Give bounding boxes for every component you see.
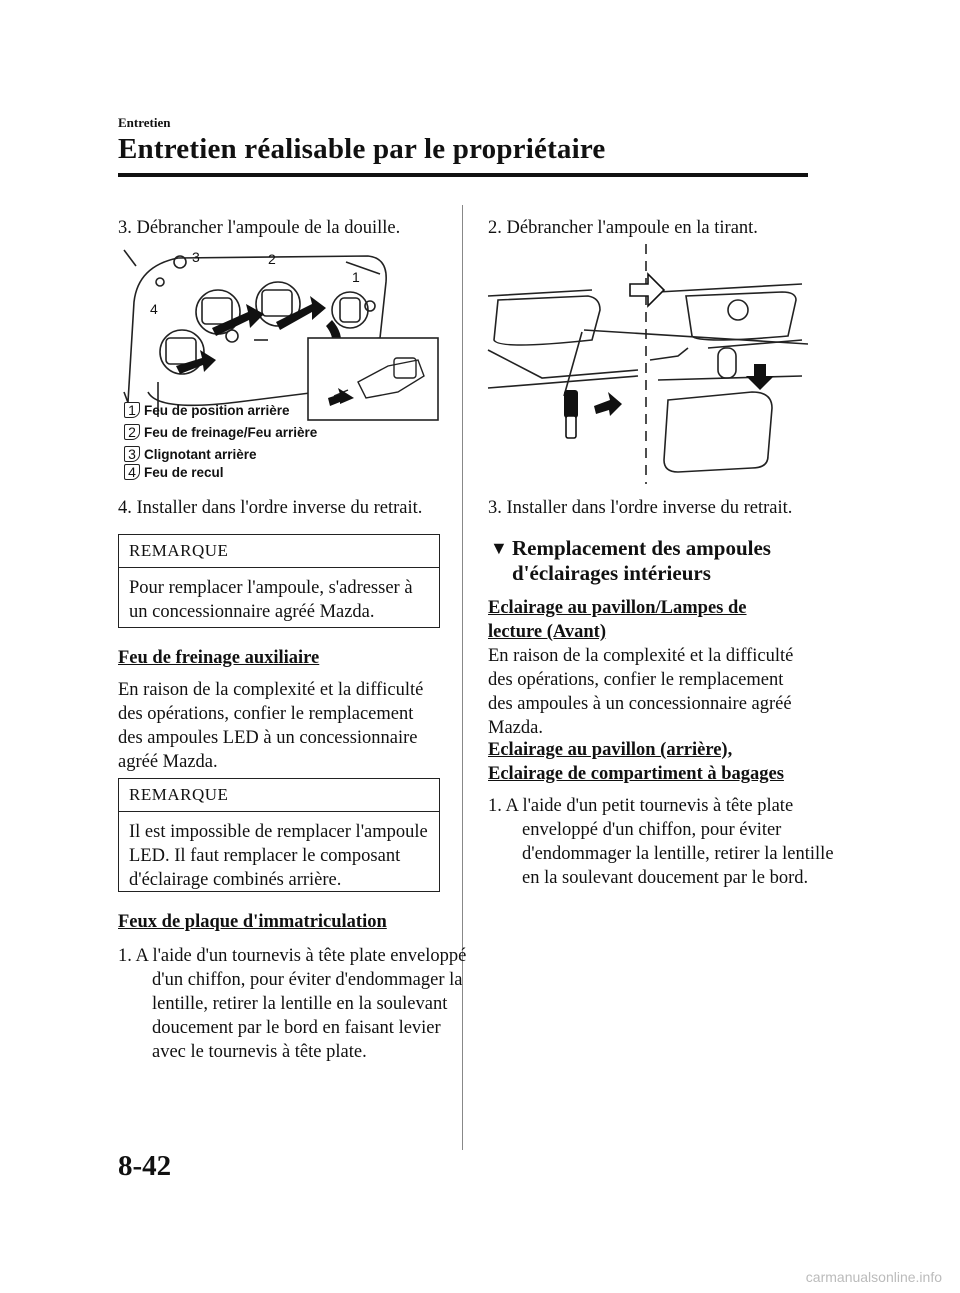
page-title: Entretien réalisable par le propriétaire xyxy=(118,133,606,165)
note-body: Il est impossible de remplacer l'ampoule LED. Il faut remplacer le composant d'éclairage combinés arrière. xyxy=(129,822,428,890)
plate-lamp-illustration xyxy=(482,240,808,486)
section-heading-text: Remplacement des ampoules d'éclairages intérieurs xyxy=(512,536,771,585)
legend-item xyxy=(124,446,257,462)
plate-step-1: 1. A l'aide d'un tournevis à tête plate enveloppé d'un chiffon, pour éviter d'endommager la lentille, retirer la lentille en la soulevant doucement par le bord en faisant levier avec le tournevis à tête plate. xyxy=(118,946,467,1062)
left-step-4: 4. Installer dans l'ordre inverse du retrait. xyxy=(118,498,423,518)
rear-lamp-step-1: 1. A l'aide d'un petit tournevis à tête plate enveloppé d'un chiffon, pour éviter d'endommager la lentille, retirer la lentille en la soulevant doucement par le bord. xyxy=(488,796,834,888)
plate-heading: Feux de plaque d'immatriculation xyxy=(118,912,387,932)
legend-label: Feu de position arrière xyxy=(144,402,290,418)
aux-brake-heading: Feu de freinage auxiliaire xyxy=(118,648,320,668)
section-heading xyxy=(490,536,810,586)
note-box-1 xyxy=(118,534,440,628)
right-step-2: 2. Débrancher l'ampoule en la tirant. xyxy=(488,218,758,238)
left-step-3: 3. Débrancher l'ampoule de la douille. xyxy=(118,218,401,238)
legend-label: Feu de recul xyxy=(144,464,224,480)
note-box-2 xyxy=(118,778,440,892)
section-label: Entretien xyxy=(118,115,171,130)
legend-item xyxy=(124,424,317,440)
note-heading: REMARQUE xyxy=(119,535,439,568)
legend-number: 3 xyxy=(124,446,140,462)
right-step-3: 3. Installer dans l'ordre inverse du retrait. xyxy=(488,498,793,518)
svg-text:2: 2 xyxy=(268,251,276,267)
title-divider xyxy=(118,173,808,177)
watermark: carmanualsonline.info xyxy=(805,1269,942,1285)
legend-number: 2 xyxy=(124,424,140,440)
plate-lamp-figure xyxy=(482,240,808,486)
legend-label: Clignotant arrière xyxy=(144,446,257,462)
legend-label: Feu de freinage/Feu arrière xyxy=(144,424,318,440)
rear-lamp-heading: Eclairage au pavillon (arrière), Eclairage de compartiment à bagages xyxy=(488,740,784,784)
legend-number: 1 xyxy=(124,402,140,418)
note-heading: REMARQUE xyxy=(119,779,439,812)
front-lamp-heading: Eclairage au pavillon/Lampes de lecture (Avant) xyxy=(488,598,747,642)
front-lamp-text: En raison de la complexité et la difficulté des opérations, confier le remplacement des ampoules à un concessionnaire agréé Mazda. xyxy=(488,646,794,738)
section-marker-icon: ▼ xyxy=(490,538,508,558)
svg-text:4: 4 xyxy=(150,301,158,317)
aux-brake-text: En raison de la complexité et la difficulté des opérations, confier le remplacement des ampoules LED à un concessionnaire agréé Mazda. xyxy=(118,680,424,772)
legend-item xyxy=(124,402,290,418)
note-body: Pour remplacer l'ampoule, s'adresser à un concessionnaire agréé Mazda. xyxy=(129,578,413,622)
svg-text:3: 3 xyxy=(192,249,200,265)
page-number: 8-42 xyxy=(118,1150,172,1182)
legend-item xyxy=(124,464,224,480)
rear-lamp-figure xyxy=(118,242,440,490)
legend-number: 4 xyxy=(124,464,140,480)
svg-text:1: 1 xyxy=(352,269,360,285)
